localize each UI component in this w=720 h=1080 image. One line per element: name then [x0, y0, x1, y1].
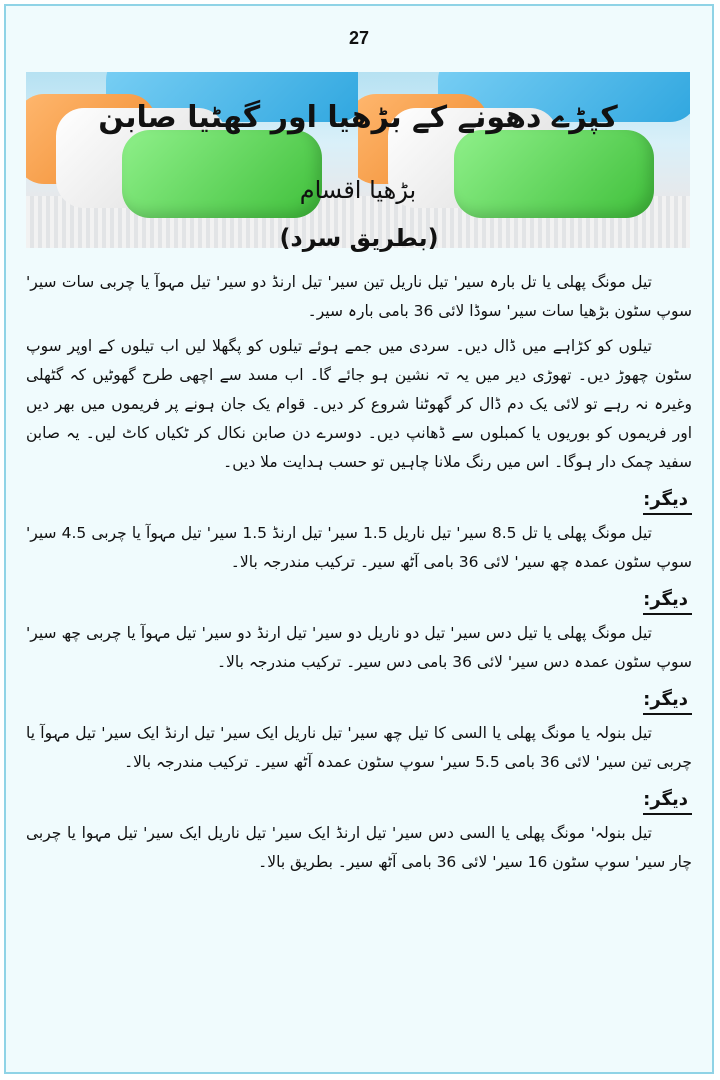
variant-text: تیل مونگ پھلی یا تیل دس سیر' تیل دو ناریل دو سیر' تیل ارنڈ دو سیر' تیل مہوآ یا چربی چھ سیر' سوپ سٹون عمدہ دس سیر' لائی 36 بامی دس سیر۔ ترکیب مندرجہ بالا۔: [26, 624, 692, 671]
section-subtitle: بڑھیا اقسام: [299, 176, 417, 204]
variant-text: تیل بنولہ' مونگ پھلی یا السی دس سیر' تیل ارنڈ ایک سیر' تیل ناریل ایک سیر' تیل مہوا یا چربی چار سیر' سوپ سٹون 16 سیر' لائی 36 بامی آٹھ سیر۔ بطریق بالا۔: [26, 824, 692, 871]
soap-photo-left: [26, 72, 358, 248]
chapter-title: کپڑے دھونے کے بڑھیا اور گھٹیا صابن: [98, 100, 618, 135]
soap-photo-right: [358, 72, 690, 248]
variant-heading: دیگر:: [643, 787, 692, 815]
main-recipe-ingredients: تیل مونگ پھلی یا تل بارہ سیر' تیل ناریل تین سیر' تیل ارنڈ دو سیر' تیل مہوآ یا چربی سات سیر' سوپ سٹون بڑھیا سات سیر' سوڈا لائی 36 بامی بارہ سیر۔: [26, 273, 692, 320]
recipe-content: [26, 268, 692, 883]
variant-heading: دیگر:: [643, 487, 692, 515]
main-recipe-method: تیلوں کو کڑاہے میں ڈال دیں۔ سردی میں جمے ہوئے تیلوں کو پگھلا لیں اب تیلوں کے اوپر سوپ سٹون چھوڑ دیں۔ تھوڑی دیر میں یہ تہ نشین ہو جائے گا۔ اب مسد سے اچھی طرح گھوٹیں کہ گٹھلی وغیرہ نہ رہے تو لائی یک دم ڈال کر گھوٹنا شروع کر دیں۔ قوام یک جان ہونے پر فریموں میں بھر دیں اور فریموں کو بوریوں یا کمبلوں سے ڈھانپ دیں۔ دوسرے دن صابن نکال کر ٹکیاں کاٹ لیں۔ یہ صابن سفید چمک دار ہوگا۔ اس میں رنگ ملانا چاہیں تو حسب ہدایت ملا دیں۔: [26, 337, 692, 471]
green-soap: [454, 130, 654, 218]
variant-text: تیل بنولہ یا مونگ پھلی یا السی کا تیل چھ سیر' تیل ناریل ایک سیر' تیل ارنڈ ایک سیر' تیل مہوآ یا چربی تین سیر' لائی 36 بامی 5.5 سیر' سوپ سٹون عمدہ آٹھ سیر۔ ترکیب مندرجہ بالا۔: [26, 724, 692, 771]
page-number: 27: [348, 28, 370, 48]
green-soap: [122, 130, 322, 218]
banner-image: [26, 72, 690, 248]
book-page: [4, 4, 714, 1074]
method-title: (بطریق سرد): [279, 224, 439, 252]
variant-heading: دیگر:: [643, 587, 692, 615]
variant-text: تیل مونگ پھلی یا تل 8.5 سیر' تیل ناریل 1.5 سیر' تیل ارنڈ 1.5 سیر' تیل مہوآ یا چربی 4.5 سیر' سوپ سٹون عمدہ چھ سیر' لائی 36 بامی آٹھ سیر۔ ترکیب مندرجہ بالا۔: [26, 524, 692, 571]
variant-heading: دیگر:: [643, 687, 692, 715]
